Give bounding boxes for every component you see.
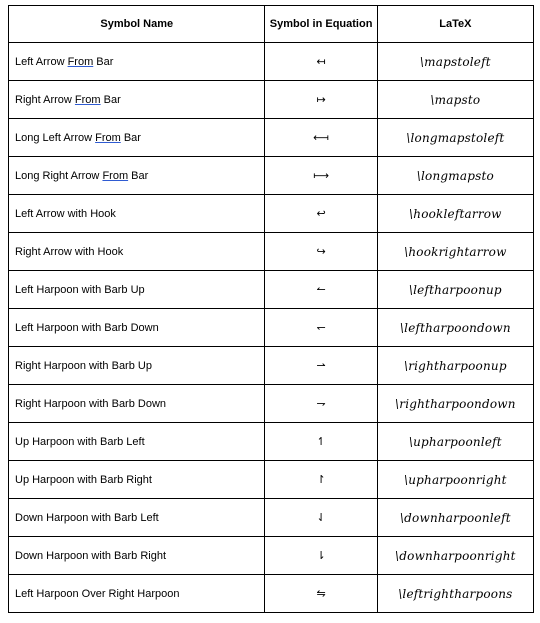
latex-command-cell: \rightharpoondown [377, 385, 533, 423]
spell-underlined-word: From [95, 131, 121, 144]
symbol-glyph-cell: ↩ [265, 195, 377, 233]
symbol-glyph-cell: ⟼ [265, 157, 377, 195]
latex-command-cell: \upharpoonleft [377, 423, 533, 461]
latex-command-cell: \longmapsto [377, 157, 533, 195]
table-row [9, 119, 534, 157]
table-row [9, 309, 534, 347]
symbol-name-cell [9, 81, 265, 119]
name-text: Bar [128, 169, 149, 182]
symbol-glyph-cell: ↪ [265, 233, 377, 271]
spell-underlined-word: From [67, 55, 94, 68]
symbol-glyph-cell: ↦ [265, 81, 377, 119]
symbol-name-cell: Down Harpoon with Barb Left [9, 499, 265, 537]
symbol-name-cell: Right Arrow with Hook [9, 233, 265, 271]
symbol-glyph-cell: ↤ [265, 43, 377, 81]
spell-underlined-word: From [74, 93, 101, 106]
symbol-name-cell [9, 43, 265, 81]
table-row [9, 461, 534, 499]
latex-command-cell: \mapsto [377, 81, 533, 119]
symbol-name-cell: Up Harpoon with Barb Right [9, 461, 265, 499]
table-row [9, 347, 534, 385]
table-row [9, 385, 534, 423]
symbol-glyph-cell: ⇃ [265, 499, 377, 537]
symbol-glyph-cell: ⇀ [265, 347, 377, 385]
table-row [9, 233, 534, 271]
table-row [9, 537, 534, 575]
name-text: Right Arrow [15, 93, 75, 106]
symbol-glyph-cell: ⇋ [265, 575, 377, 613]
symbol-name-cell: Left Arrow with Hook [9, 195, 265, 233]
table-row [9, 499, 534, 537]
header-symbol-name: Symbol Name [9, 6, 265, 43]
latex-command-cell: \hookleftarrow [377, 195, 533, 233]
latex-command-cell: \leftrightharpoons [377, 575, 533, 613]
table-row [9, 575, 534, 613]
table-row [9, 195, 534, 233]
symbol-glyph-cell: ↿ [265, 423, 377, 461]
symbol-table [8, 5, 534, 613]
symbol-glyph-cell: ⟻ [265, 119, 377, 157]
latex-command-cell: \downharpoonright [377, 537, 533, 575]
symbol-name-cell [9, 119, 265, 157]
symbol-glyph-cell: ↾ [265, 461, 377, 499]
header-symbol-in-equation: Symbol in Equation [265, 6, 377, 43]
latex-command-cell: \upharpoonright [377, 461, 533, 499]
table-row [9, 81, 534, 119]
symbol-name-cell: Left Harpoon with Barb Down [9, 309, 265, 347]
latex-command-cell: \longmapstoleft [377, 119, 533, 157]
latex-command-cell: \rightharpoonup [377, 347, 533, 385]
name-text: Bar [93, 55, 114, 68]
latex-command-cell: \leftharpoondown [377, 309, 533, 347]
header-latex: LaTeX [377, 6, 533, 43]
symbol-name-cell: Left Harpoon Over Right Harpoon [9, 575, 265, 613]
table-row [9, 271, 534, 309]
symbol-name-cell: Up Harpoon with Barb Left [9, 423, 265, 461]
name-text: Long Left Arrow [15, 131, 96, 144]
spell-underlined-word: From [102, 169, 129, 182]
symbol-name-cell: Right Harpoon with Barb Down [9, 385, 265, 423]
name-text: Bar [100, 93, 121, 106]
symbol-name-cell: Down Harpoon with Barb Right [9, 537, 265, 575]
symbol-glyph-cell: ⇂ [265, 537, 377, 575]
symbol-glyph-cell: ↼ [265, 271, 377, 309]
symbol-glyph-cell: ↽ [265, 309, 377, 347]
table-row [9, 157, 534, 195]
latex-command-cell: \hookrightarrow [377, 233, 533, 271]
table-row [9, 43, 534, 81]
latex-command-cell: \leftharpoonup [377, 271, 533, 309]
symbol-name-cell: Left Harpoon with Barb Up [9, 271, 265, 309]
table-row [9, 423, 534, 461]
name-text: Bar [120, 131, 141, 144]
symbol-name-cell: Right Harpoon with Barb Up [9, 347, 265, 385]
latex-command-cell: \downharpoonleft [377, 499, 533, 537]
symbol-glyph-cell: ⇁ [265, 385, 377, 423]
latex-command-cell: \mapstoleft [377, 43, 533, 81]
name-text: Long Right Arrow [15, 169, 103, 182]
header-row [9, 6, 534, 43]
name-text: Left Arrow [15, 55, 68, 68]
symbol-name-cell [9, 157, 265, 195]
